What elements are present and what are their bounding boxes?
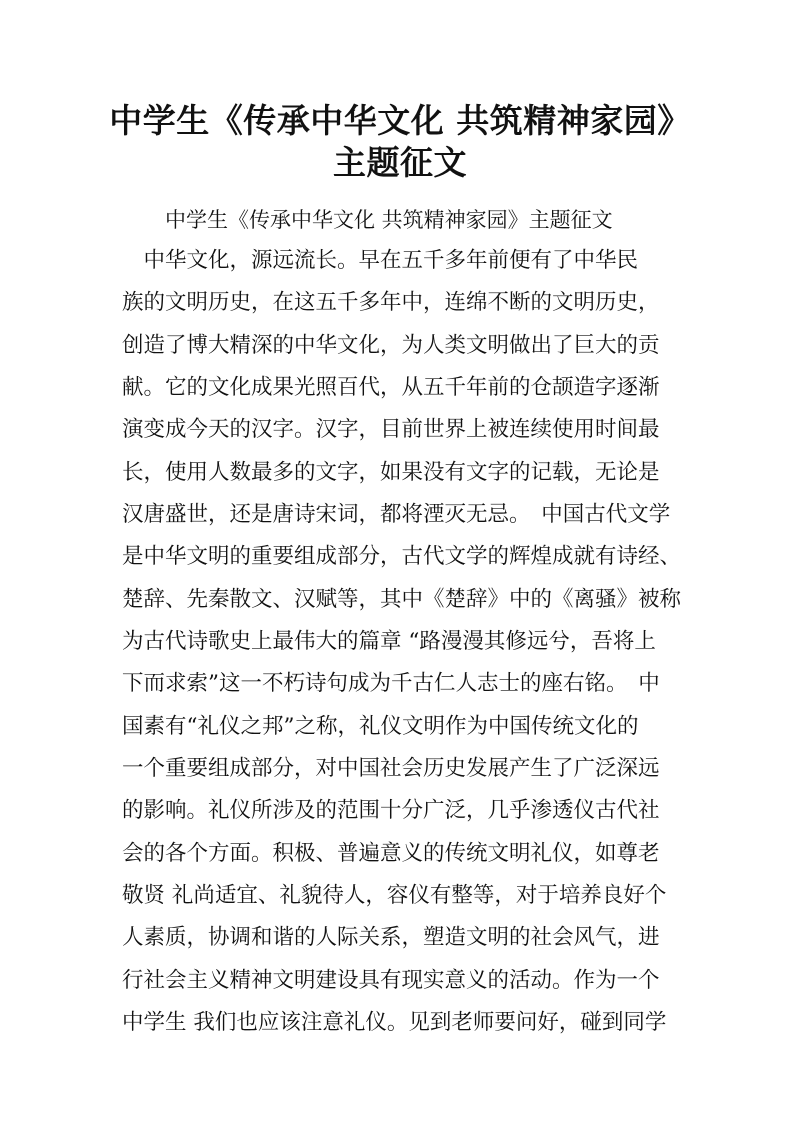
body-line: 的影响。礼仪所涉及的范围十分广泛，几乎渗透仪古代社 (122, 798, 660, 823)
body-line: 演变成今天的汉字。汉字，目前世界上被连续使用时间最 (122, 417, 660, 442)
body-line: 敬贤 礼尚适宜、礼貌待人，容仪有整等，对于培养良好个 (122, 883, 667, 908)
body-line: 国素有“礼仪之邦”之称，礼仪文明作为中国传统文化的 (122, 714, 639, 739)
document-title-line-1: 中学生《传承中华文化 共筑精神家园》 (109, 101, 691, 140)
body-line: 一个重要组成部分，对中国社会历史发展产生了广泛深远 (122, 756, 660, 781)
body-line: 长，使用人数最多的文字，如果没有文字的记载，无论是 (122, 460, 660, 485)
body-line: 中华文化，源远流长。早在五千多年前便有了中华民 (122, 248, 639, 273)
body-line: 中学生 我们也应该注意礼仪。见到老师要问好，碰到同学 (122, 1010, 667, 1035)
body-line: 献。它的文化成果光照百代，从五千年前的仓颉造字逐渐 (122, 375, 660, 400)
body-line: 汉唐盛世，还是唐诗宋词，都将湮灭无忌。 中国古代文学 (122, 502, 671, 527)
body-line: 会的各个方面。积极、普遍意义的传统文明礼仪，如尊老 (122, 841, 660, 866)
document-title-line-2: 主题征文 (333, 143, 467, 182)
body-line: 是中华文明的重要组成部分，古代文学的辉煌成就有诗经、 (122, 544, 682, 569)
body-line: 行社会主义精神文明建设具有现实意义的活动。作为一个 (122, 968, 660, 993)
body-line: 楚辞、先秦散文、汉赋等，其中《楚辞》中的《离骚》被称 (122, 587, 682, 612)
body-line: 为古代诗歌史上最伟大的篇章 “路漫漫其修远兮，吾将上 (122, 629, 656, 654)
body-line: 创造了博大精深的中华文化，为人类文明做出了巨大的贡 (122, 333, 660, 358)
body-line: 族的文明历史，在这五千多年中，连绵不断的文明历史， (122, 290, 660, 315)
body-line: 人素质，协调和谐的人际关系，塑造文明的社会风气，进 (122, 925, 660, 950)
document-subtitle: 中学生《传承中华文化 共筑精神家园》主题征文 (165, 208, 613, 232)
body-line: 下而求索”这一不朽诗句成为千古仁人志士的座右铭。 中 (122, 671, 660, 696)
